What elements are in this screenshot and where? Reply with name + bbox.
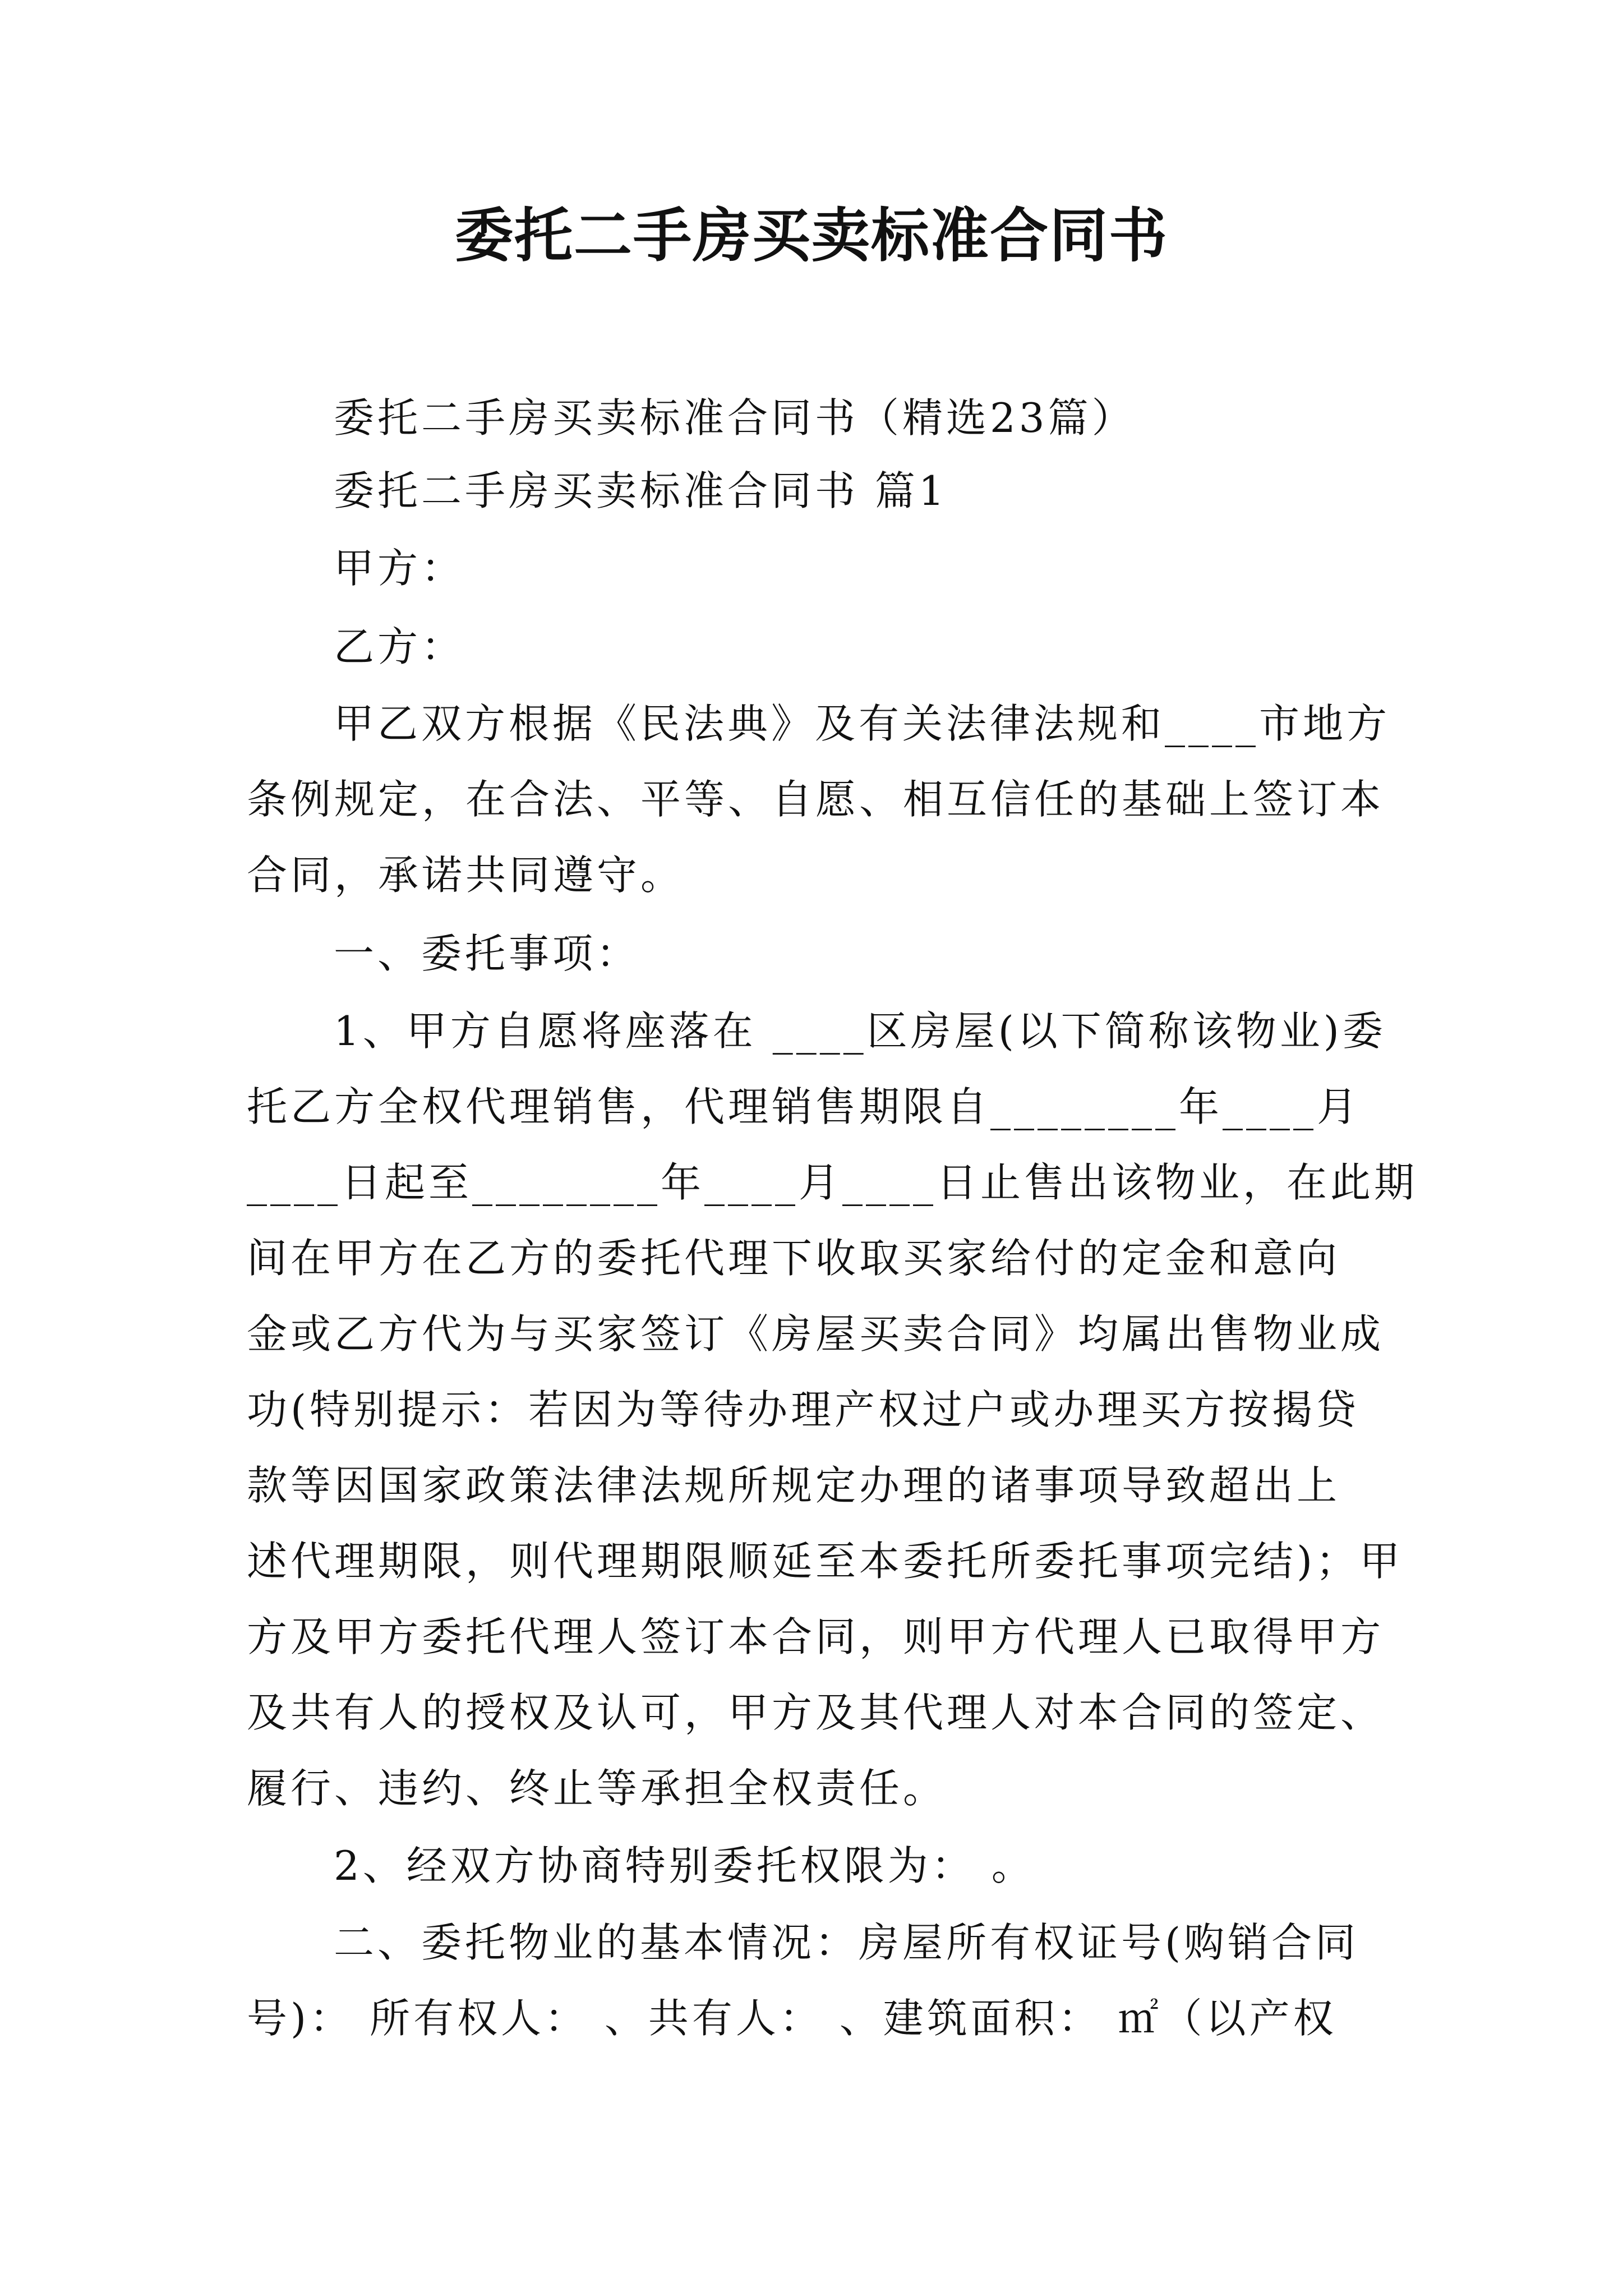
document-title: 委托二手房买卖标准合同书 — [454, 201, 1168, 270]
paragraph-line: 功(特别提示：若因为等待办理产权过户或办理买方按揭贷 — [247, 1386, 1360, 1433]
paragraph-line: ____日起至________年____月____日止售出该物业，在此期 — [247, 1159, 1418, 1206]
paragraph-line: 2、经双方协商特别委托权限为： 。 — [334, 1842, 1035, 1889]
paragraph-line: 1、甲方自愿将座落在 ____区房屋(以下简称该物业)委 — [334, 1007, 1386, 1055]
paragraph-line: 款等因国家政策法律法规所规定办理的诸事项导致超出上 — [247, 1462, 1341, 1509]
paragraph-line: 合同，承诺共同遵守。 — [247, 852, 685, 899]
paragraph-line: 号)： 所有权人： 、共有人： 、建筑面积： ㎡（以产权 — [247, 1995, 1337, 2042]
paragraph-line: 方及甲方委托代理人签订本合同，则甲方代理人已取得甲方 — [247, 1613, 1385, 1660]
paragraph-line: 及共有人的授权及认可，甲方及其代理人对本合同的签定、 — [247, 1689, 1385, 1736]
party-a-label: 甲方： — [334, 545, 465, 592]
clause-heading: 二、委托物业的基本情况：房屋所有权证号(购销合同 — [334, 1919, 1359, 1966]
paragraph-line: 托乙方全权代理销售，代理销售期限自________年____月 — [247, 1083, 1361, 1130]
paragraph-line: 履行、违约、终止等承担全权责任。 — [247, 1765, 947, 1812]
subtitle-line: 委托二手房买卖标准合同书（精选23篇） — [334, 394, 1136, 441]
section-heading: 委托二手房买卖标准合同书 篇1 — [334, 467, 948, 514]
clause-heading: 一、委托事项： — [334, 930, 640, 977]
paragraph-line: 甲乙双方根据《民法典》及有关法律法规和____市地方 — [334, 700, 1391, 747]
paragraph-line: 述代理期限，则代理期限顺延至本委托所委托事项完结)；甲 — [247, 1538, 1404, 1585]
party-b-label: 乙方： — [334, 623, 465, 670]
paragraph-line: 间在甲方在乙方的委托代理下收取买家给付的定金和意向 — [247, 1235, 1341, 1282]
paragraph-line: 条例规定，在合法、平等、自愿、相互信任的基础上签订本 — [247, 776, 1385, 823]
paragraph-line: 金或乙方代为与买家签订《房屋买卖合同》均属出售物业成 — [247, 1310, 1385, 1358]
